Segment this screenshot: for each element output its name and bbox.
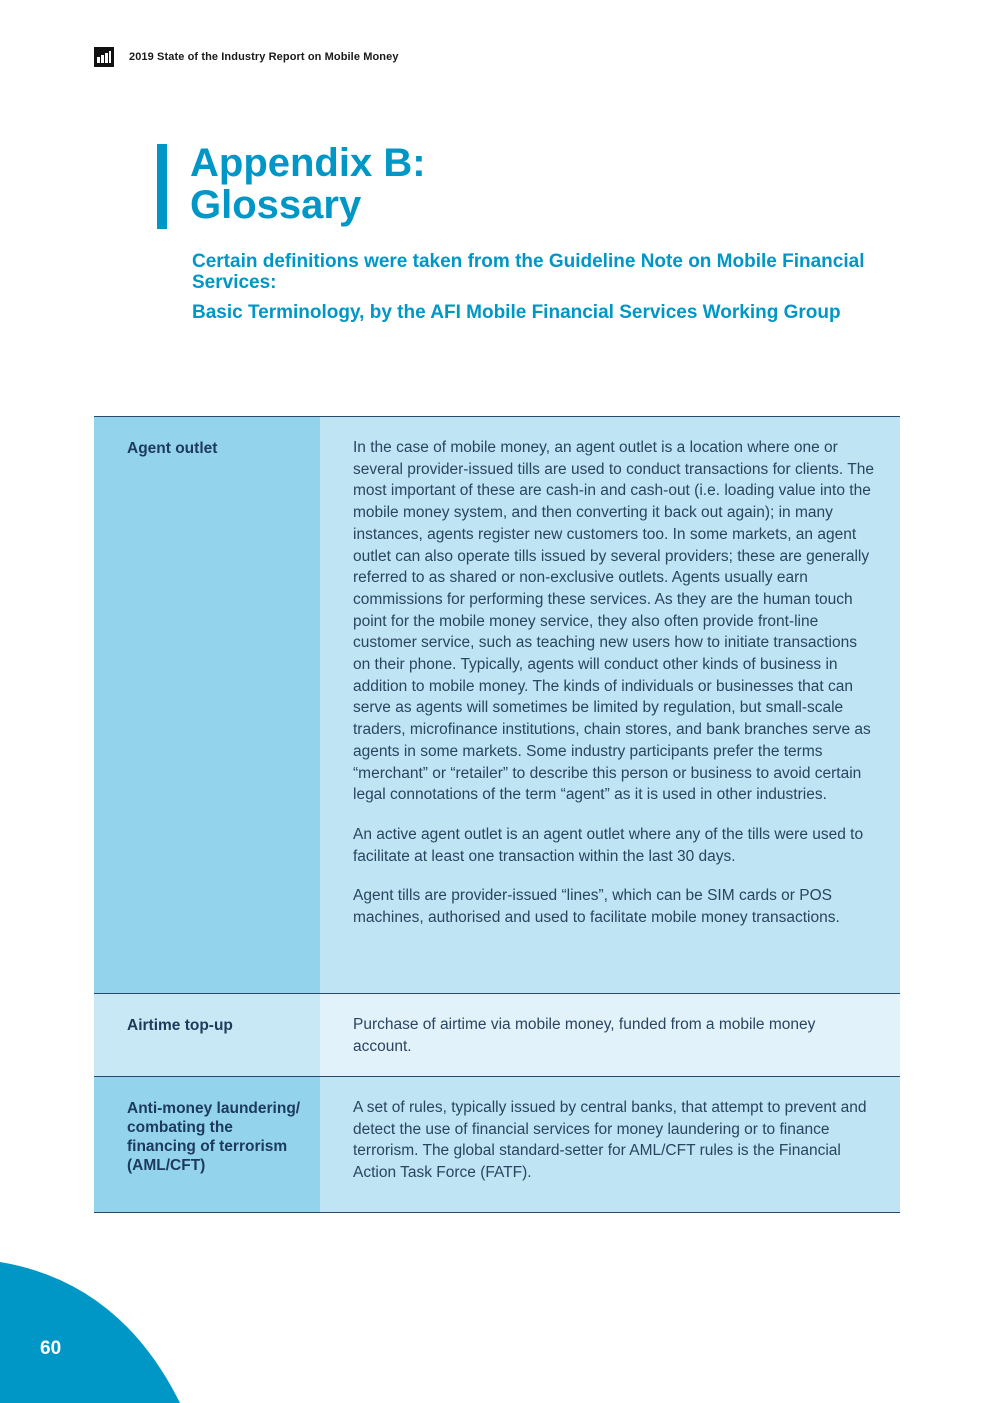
page-number: 60 xyxy=(40,1338,62,1359)
glossary-row xyxy=(94,417,900,994)
glossary-term: Airtime top-up xyxy=(94,994,320,1076)
page-title xyxy=(190,142,426,226)
definition-paragraph: Agent tills are provider-issued “lines”, which can be SIM cards or POS machines, authorised and used to facilitate mobile money transactions. xyxy=(353,887,840,927)
glossary-definition xyxy=(320,417,900,993)
glossary-term: Anti-money laundering/ combating the financing of terrorism (AML/CFT) xyxy=(94,1077,320,1212)
page-corner-decoration xyxy=(0,1262,180,1403)
page-header xyxy=(94,47,399,67)
page-title-line-1: Appendix B: xyxy=(190,141,426,185)
glossary-table xyxy=(94,416,900,1213)
definition-paragraph: An active agent outlet is an agent outlet where any of the tills were used to facilitate at least one transaction within the last 30 days. xyxy=(353,825,864,865)
title-accent-bar xyxy=(157,144,167,229)
glossary-row xyxy=(94,994,900,1077)
definition-paragraph: In the case of mobile money, an agent outlet is a location where one or several provider-issued tills are used to conduct transactions for clients. The most important of these are cash-in and cash-out (i.e. loading value into the mobile money system, and then converting it back out again); in many instances, agents register new customers too. In some markets, an agent outlet can also operate tills issued by several providers; these are generally referred to as shared or non-exclusive outlets. Agents usually earn commissions for performing these services. As they are the human touch point for the mobile money service, they also often provide front-line customer service, such as teaching new users how to initiate transactions on their phone. Typically, agents will conduct other kinds of business in addition to mobile money. The kinds of individuals or businesses that can serve as agents will sometimes be limited by regulation, but small-scale traders, microfinance institutions, chain stores, and bank branches serve as agents in some markets. Some industry participants prefer the terms “merchant” or “retailer” to describe this person or business to avoid certain legal connotations of the term “agent” as it is used in other industries. xyxy=(353,439,874,804)
glossary-row xyxy=(94,1077,900,1213)
definition-paragraph: Purchase of airtime via mobile money, funded from a mobile money account. xyxy=(353,1016,816,1055)
glossary-term: Agent outlet xyxy=(94,417,320,993)
definition-paragraph: A set of rules, typically issued by central banks, that attempt to prevent and detect the use of financial services for money laundering or to finance terrorism. The global standard-setter for AML/CFT rules is the Financial Action Task Force (FATF). xyxy=(353,1099,867,1182)
subtitle-source: Certain definitions were taken from the Guideline Note on Mobile Financial Services: xyxy=(192,251,865,293)
header-title: 2019 State of the Industry Report on Mobile Money xyxy=(129,51,399,63)
glossary-definition xyxy=(320,1077,900,1212)
subtitle-publication: Basic Terminology, by the AFI Mobile Financial Services Working Group xyxy=(192,302,841,323)
report-logo-icon xyxy=(94,47,114,67)
glossary-definition xyxy=(320,994,900,1076)
page-title-line-2: Glossary xyxy=(190,183,362,227)
